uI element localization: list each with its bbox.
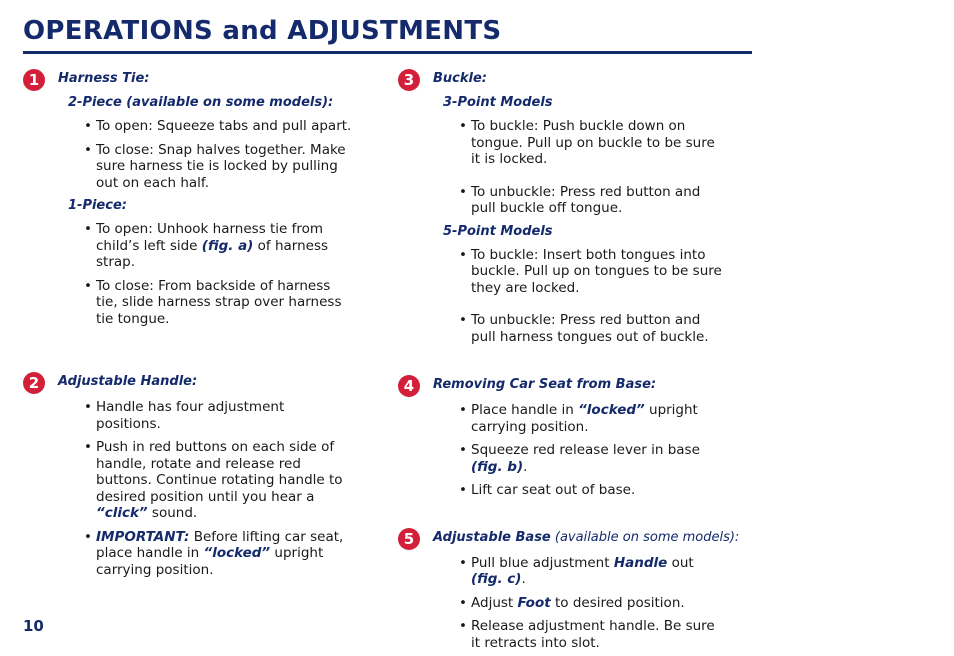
fig-ref: (fig. c)	[471, 571, 522, 587]
title-text: Adjustable Base	[433, 529, 551, 545]
list-item	[471, 555, 728, 588]
title-underline	[23, 51, 752, 54]
list-item: • To unbuckle: Press red button and pull buckle off tongue.	[471, 184, 728, 217]
fig-ref: (fig. a)	[201, 237, 254, 254]
list-item: • To close: Snap halves together. Make sure harness tie is locked by pulling out on each half.	[96, 142, 353, 192]
title-note: (available on some models):	[550, 529, 740, 545]
step-badge-5: 5	[398, 528, 420, 550]
important-label: IMPORTANT:	[96, 528, 190, 545]
left-column	[23, 70, 353, 578]
list-item: • To buckle: Push buckle down on tongue. Pull up on buckle to be sure it is locked.	[471, 118, 728, 168]
locked-term: “locked”	[203, 545, 271, 561]
section-title-adjustable-base	[433, 529, 740, 547]
list-item: • Lift car seat out of base.	[471, 482, 728, 499]
list-item: • To close: From backside of harness tie, slide harness strap over harness tie tongue.	[96, 278, 353, 328]
bullet-list-handle	[23, 399, 353, 578]
section-title-adjustable-handle: Adjustable Handle:	[58, 374, 198, 389]
list-item: • To buckle: Insert both tongues into buckle. Pull up on tongues to be sure they are locked.	[471, 247, 728, 297]
item-text: Before lifting car seat, place handle in	[96, 528, 344, 561]
list-item	[471, 595, 728, 612]
bullet-list-5-point	[398, 247, 728, 346]
section-title-harness-tie: Harness Tie:	[58, 71, 150, 86]
click-term: “click”	[96, 505, 148, 521]
item-text: to desired position.	[550, 594, 685, 611]
subheading-1-piece: 1-Piece:	[68, 198, 127, 213]
item-text: Adjust	[471, 594, 518, 611]
item-text: upright carrying position.	[96, 545, 324, 578]
step-badge-2: 2	[23, 372, 45, 394]
step-badge-1: 1	[23, 69, 45, 91]
item-text: of harness strap.	[96, 237, 329, 270]
section-title-buckle: Buckle:	[433, 71, 487, 86]
bullet-list-removing	[398, 402, 728, 499]
section-title-removing: Removing Car Seat from Base:	[433, 377, 657, 392]
section-adjustable-handle	[23, 373, 353, 578]
list-item: • Handle has four adjustment positions.	[96, 399, 353, 432]
bullet-list-1-piece	[23, 221, 353, 327]
list-item: • To open: Squeeze tabs and pull apart.	[96, 118, 353, 135]
foot-term: Foot	[517, 594, 551, 611]
item-text: Squeeze red release lever in base	[471, 442, 700, 458]
bullet-list-3-point	[398, 118, 728, 217]
list-item	[96, 439, 353, 522]
locked-term: “locked”	[578, 402, 645, 418]
handle-term: Handle	[613, 554, 668, 571]
list-item: • Release adjustment handle. Be sure it retracts into slot.	[471, 618, 728, 651]
section-harness-tie	[23, 70, 353, 327]
subheading-2-piece: 2-Piece (available on some models):	[68, 95, 334, 110]
section-adjustable-base	[398, 529, 740, 652]
bullet-list-base	[398, 555, 728, 652]
page-title: OPERATIONS and ADJUSTMENTS	[23, 16, 502, 46]
subheading-3-point: 3-Point Models	[443, 95, 553, 110]
item-text: Pull blue adjustment	[471, 554, 614, 571]
item-text: .	[521, 571, 526, 587]
item-text: .	[523, 458, 528, 475]
step-badge-4: 4	[398, 375, 420, 397]
list-item: • To unbuckle: Press red button and pull harness tongues out of buckle.	[471, 312, 728, 345]
section-removing-car-seat	[398, 376, 728, 499]
step-badge-3: 3	[398, 69, 420, 91]
fig-ref: (fig. b)	[471, 458, 524, 475]
subheading-5-point: 5-Point Models	[443, 223, 553, 239]
bullet-list-2-piece	[23, 118, 353, 191]
page-number: 10	[23, 617, 44, 635]
right-column	[398, 70, 740, 651]
list-item	[96, 529, 353, 579]
item-text: upright carrying position.	[471, 402, 698, 435]
item-text: out	[667, 554, 694, 571]
list-item	[471, 402, 728, 435]
item-text: sound.	[147, 505, 198, 521]
item-text: To open: Unhook harness tie from child’s left side	[96, 221, 324, 254]
list-item	[96, 221, 353, 271]
item-text: Push in red buttons on each side of handle, rotate and release red buttons. Continue rotating handle to desired position until you hear a	[96, 439, 343, 505]
section-buckle	[398, 70, 728, 345]
list-item	[471, 442, 728, 475]
item-text: Place handle in	[471, 402, 579, 418]
